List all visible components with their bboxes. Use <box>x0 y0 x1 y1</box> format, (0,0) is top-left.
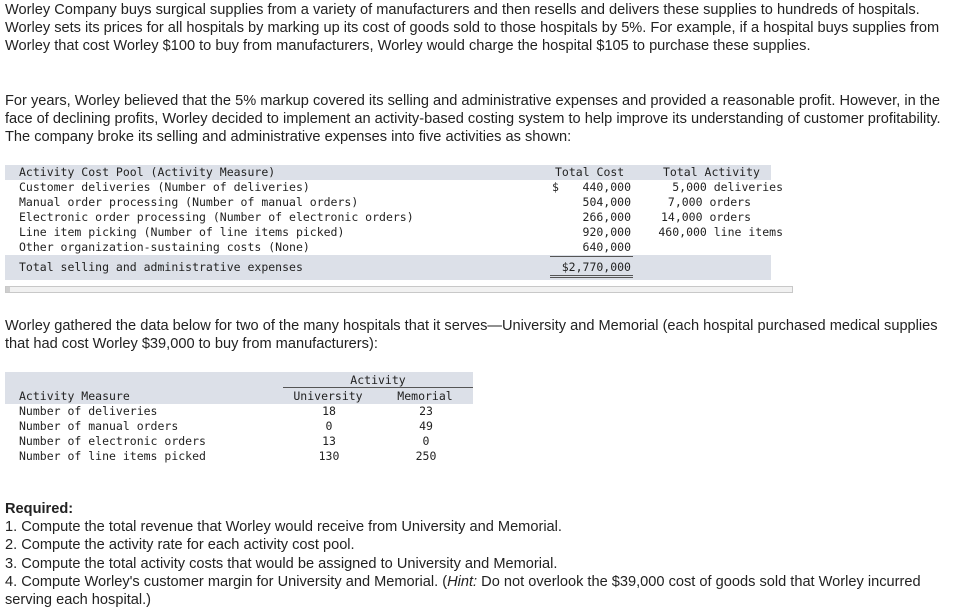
pool-name: Other organization-sustaining costs (None) <box>19 240 310 254</box>
memorial-value: 250 <box>415 449 437 463</box>
required-item: 2. Compute the activity rate for each activity cost pool. <box>5 537 355 554</box>
header-total-activity: Total Activity <box>663 165 760 179</box>
pool-name: Line item picking (Number of line items picked) <box>19 225 345 239</box>
university-value: 130 <box>318 449 340 463</box>
required-item-4-before: 4. Compute Worley's customer margin for University and Memorial. ( <box>5 573 448 590</box>
group-header-rule <box>283 387 473 388</box>
university-value: 13 <box>322 434 336 448</box>
required-heading: Required: <box>5 501 74 517</box>
measure-name: Number of manual orders <box>19 419 179 433</box>
total-double-rule-1 <box>550 275 633 276</box>
pool-activity: 14,000 orders <box>660 210 751 224</box>
measure-name: Number of line items picked <box>19 449 206 463</box>
required-item-4 <box>5 573 955 609</box>
intro-paragraph-1: Worley Company buys surgical supplies from a variety of manufacturers and then resells and delivers these supplies to hundreds of hospitals. Worley sets its prices for all hospitals by marking up its cost of goods sold to those hospitals by 5%. For example, if a hospital buys supplies from Worley that cost Worley $100 to buy from manufacturers, Worley would charge the hospital $105 to purchase these supplies. <box>5 2 940 55</box>
total-double-rule-2 <box>550 277 633 278</box>
memorial-value: 0 <box>422 434 430 448</box>
intro-paragraph-2: For years, Worley believed that the 5% markup covered its selling and administrative expenses and provided a reasonable profit. However, in the face of declining profits, Worley decided to implement an activity-based costing system to help improve its understanding of customer profitability. The company broke its selling and administrative expenses into five activities as shown: <box>5 93 941 146</box>
group-header-activity: Activity <box>350 373 406 387</box>
subtotal-rule <box>550 256 633 257</box>
pool-cost: 266,000 <box>582 210 631 224</box>
header-activity-cost-pool: Activity Cost Pool (Activity Measure) <box>19 165 276 179</box>
required-item: 3. Compute the total activity costs that would be assigned to University and Memorial. <box>5 555 558 572</box>
memorial-value: 49 <box>419 419 433 433</box>
required-section <box>5 500 955 609</box>
pool-cost: 920,000 <box>582 225 631 239</box>
memorial-value: 23 <box>419 404 433 418</box>
horizontal-scrollbar[interactable] <box>5 286 793 293</box>
header-total-cost: Total Cost <box>555 165 625 179</box>
pool-name: Customer deliveries (Number of deliveries) <box>19 180 310 194</box>
pool-activity: 460,000 line items <box>658 225 783 239</box>
measure-name: Number of electronic orders <box>19 434 206 448</box>
pool-cost: 504,000 <box>582 195 631 209</box>
university-value: 18 <box>322 404 336 418</box>
header-memorial: Memorial <box>397 389 453 403</box>
header-university: University <box>293 389 363 403</box>
intro-paragraph-3: Worley gathered the data below for two of the many hospitals that it serves—University and Memorial (each hospital purchased medical supplies that had cost Worley $39,000 to buy from manufacturers): <box>5 318 938 353</box>
pool-activity: 7,000 orders <box>667 195 751 209</box>
required-item: 1. Compute the total revenue that Worley would receive from University and Memorial. <box>5 519 562 536</box>
pool-name: Manual order processing (Number of manual orders) <box>19 195 359 209</box>
hint-label: Hint: <box>447 573 478 590</box>
pool-activity: 5,000 deliveries <box>672 180 783 194</box>
total-cost: $2,770,000 <box>561 260 631 274</box>
measure-name: Number of deliveries <box>19 404 158 418</box>
header-activity-measure: Activity Measure <box>19 389 130 403</box>
required-item-4-after: Do not overlook the $39,000 cost of goods sold that Worley incurred serving each hospital.) <box>5 573 921 609</box>
total-label: Total selling and administrative expenses <box>19 260 303 274</box>
pool-cost: 440,000 <box>582 180 631 194</box>
university-value: 0 <box>325 419 333 433</box>
dollar-sign: $ <box>552 180 559 194</box>
pool-name: Electronic order processing (Number of electronic orders) <box>19 210 414 224</box>
pool-cost: 640,000 <box>582 240 631 254</box>
